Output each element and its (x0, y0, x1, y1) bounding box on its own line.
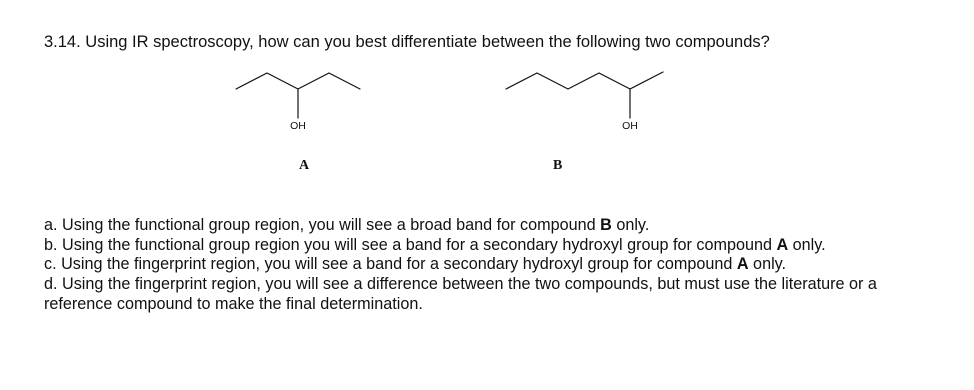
option-c (44, 255, 944, 275)
compound-b-oh-label: OH (622, 120, 638, 132)
option-c-compound: A (736, 255, 749, 274)
option-b-text: b. Using the functional group region you will see a band for a secondary hydroxyl group for compound (44, 235, 777, 254)
option-b-suffix: only. (788, 235, 826, 254)
option-b-compound: A (776, 235, 789, 254)
compound-b-bonds (506, 72, 663, 118)
option-c-text: c. Using the fingerprint region, you will see a band for a secondary hydroxyl group for compound (44, 255, 737, 274)
answer-options (44, 216, 944, 315)
question-text: 3.14. Using IR spectroscopy, how can you best differentiate between the following two compounds? (44, 33, 770, 51)
option-b (44, 236, 944, 256)
option-c-suffix: only. (748, 255, 787, 274)
compound-b-structure (506, 68, 676, 136)
compound-a-bonds (236, 73, 360, 118)
compound-b-label: B (553, 158, 563, 173)
option-a-suffix: only. (611, 216, 650, 234)
option-a-text: a. Using the functional group region, you will see a broad band for compound (44, 216, 601, 234)
option-d (44, 275, 944, 314)
option-a-compound: B (600, 216, 612, 234)
option-d-text: d. Using the fingerprint region, you will see a difference between the two compounds, but must use the literature or a reference compound to make the final determination. (44, 275, 877, 313)
option-a (44, 216, 944, 236)
compound-a-structure (236, 68, 366, 136)
compound-a-label: A (299, 158, 310, 173)
compound-a-oh-label: OH (290, 120, 306, 132)
